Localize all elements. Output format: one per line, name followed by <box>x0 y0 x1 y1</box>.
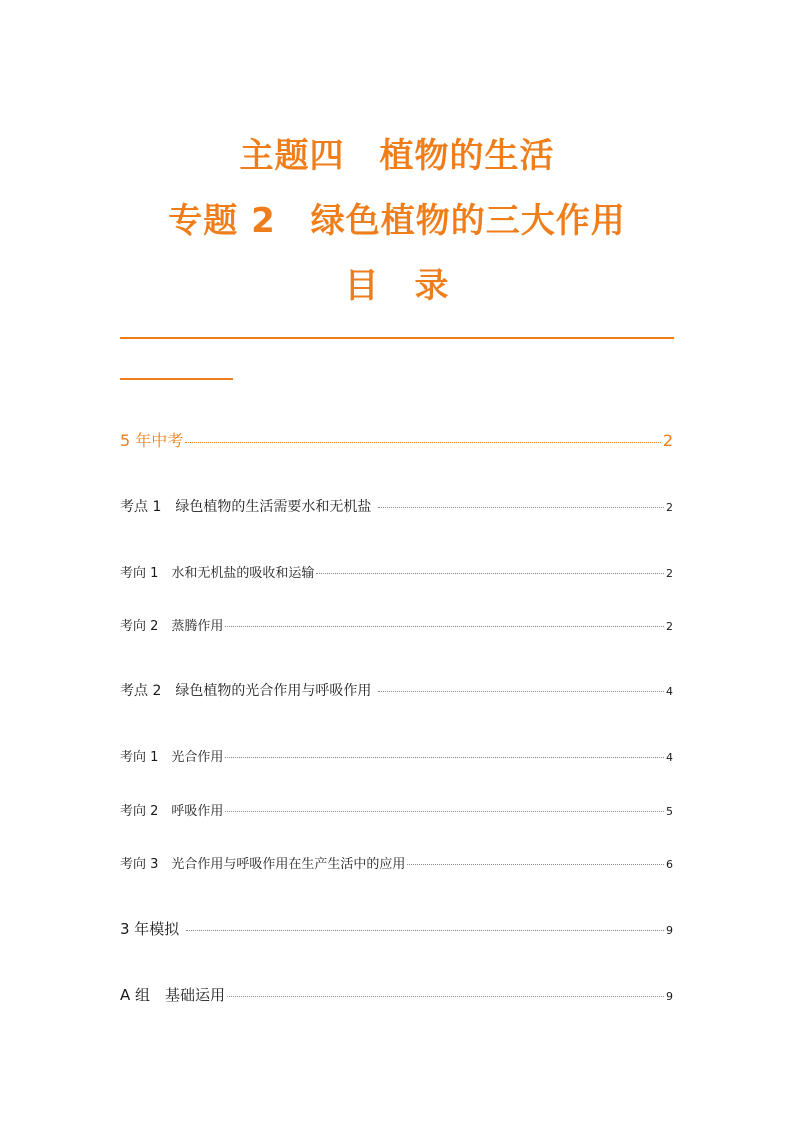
toc-label: 考向 1 水和无机盐的吸收和运输 <box>120 566 315 581</box>
toc-page: 9 <box>666 990 673 1003</box>
toc-page: 2 <box>662 431 673 450</box>
toc-label: 考向 3 光合作用与呼吸作用在生产生活中的应用 <box>120 857 406 872</box>
toc-page: 4 <box>666 751 673 764</box>
toc-label: 考向 1 光合作用 <box>120 750 224 765</box>
toc-leader <box>225 811 664 812</box>
toc-label: 考向 2 呼吸作用 <box>120 804 224 819</box>
toc-leader <box>186 930 664 931</box>
toc-leader <box>225 757 664 758</box>
toc-leader <box>185 442 661 443</box>
toc-leader <box>225 626 664 627</box>
toc-entry-direction-2-2[interactable] <box>120 800 673 819</box>
toc-page: 5 <box>666 805 673 818</box>
toc-page: 2 <box>666 567 673 580</box>
toc-leader <box>378 691 664 692</box>
toc-leader <box>407 864 664 865</box>
divider-short <box>120 378 233 380</box>
title-topic: 专题 2 绿色植物的三大作用 <box>168 201 626 241</box>
toc-leader <box>227 996 664 997</box>
toc-entry-direction-1-1[interactable] <box>120 562 673 581</box>
toc-page: 2 <box>666 620 673 633</box>
toc-page: 9 <box>666 924 673 937</box>
toc-label: 考点 1 绿色植物的生活需要水和无机盐 <box>120 499 376 515</box>
toc-label: A 组 基础运用 <box>120 986 226 1004</box>
toc-leader <box>316 573 664 574</box>
toc-entry-point-1[interactable] <box>120 496 673 516</box>
toc-entry-group-a[interactable] <box>120 984 673 1005</box>
toc-entry-point-2[interactable] <box>120 680 673 700</box>
toc-page: 6 <box>666 858 673 871</box>
divider-long <box>120 337 674 339</box>
toc-leader <box>378 507 664 508</box>
toc-label: 考向 2 蒸腾作用 <box>120 619 224 634</box>
toc-page: 4 <box>666 685 673 698</box>
toc-label: 3 年模拟 <box>120 920 185 938</box>
toc-entry-3-year-mock[interactable] <box>120 918 673 939</box>
toc-entry-5-year-exam[interactable] <box>120 428 673 451</box>
toc-entry-direction-2-3[interactable] <box>120 853 673 872</box>
title-theme: 主题四 植物的生活 <box>239 136 555 176</box>
title-contents: 目 录 <box>344 266 450 306</box>
toc-entry-direction-2-1[interactable] <box>120 746 673 765</box>
toc-page: 2 <box>666 501 673 514</box>
toc-entry-direction-1-2[interactable] <box>120 615 673 634</box>
toc-label: 5 年中考 <box>120 431 184 450</box>
toc-label: 考点 2 绿色植物的光合作用与呼吸作用 <box>120 683 376 699</box>
